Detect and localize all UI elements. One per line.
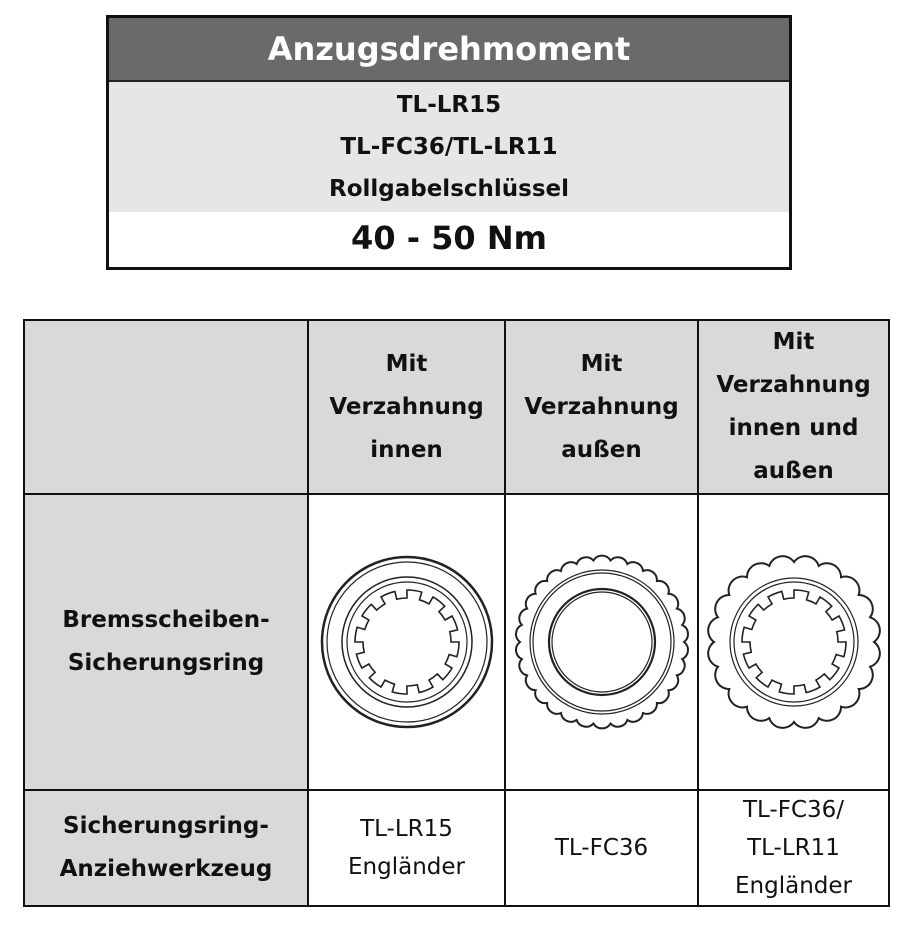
corner-cell bbox=[24, 320, 308, 494]
col-header-line: innen bbox=[370, 436, 443, 463]
torque-tool-list bbox=[109, 82, 789, 212]
col-header-both bbox=[698, 320, 889, 494]
col-header-line: Mit bbox=[580, 350, 623, 377]
row-label-line: Anziehwerkzeug bbox=[59, 856, 273, 882]
tool-cell-internal bbox=[308, 790, 505, 906]
torque-value: 40 - 50 Nm bbox=[351, 219, 547, 257]
col-header-line: Verzahnung bbox=[329, 393, 484, 420]
tool-cell-external bbox=[505, 790, 698, 906]
col-header-line: außen bbox=[561, 436, 642, 463]
ring-cell-internal bbox=[308, 494, 505, 790]
header-row bbox=[24, 320, 889, 494]
tool-line: Engländer bbox=[735, 873, 852, 899]
lockring-internal-external-serration-icon bbox=[706, 554, 882, 730]
row-label-tool bbox=[24, 790, 308, 906]
torque-tool-1: TL-LR15 bbox=[396, 92, 502, 118]
row-label-line: Bremsscheiben- bbox=[62, 607, 270, 633]
row-label-lockring bbox=[24, 494, 308, 790]
torque-title: Anzugsdrehmoment bbox=[109, 18, 789, 82]
torque-tool-3: Rollgabelschlüssel bbox=[328, 176, 570, 202]
col-header-line: Mit bbox=[385, 350, 428, 377]
tool-line: Engländer bbox=[348, 854, 465, 880]
lockring-internal-serration-icon bbox=[319, 554, 495, 730]
tool-row bbox=[24, 790, 889, 906]
col-header-line: Verzahnung bbox=[524, 393, 679, 420]
tool-cell-both bbox=[698, 790, 889, 906]
col-header-internal bbox=[308, 320, 505, 494]
ring-cell-external bbox=[505, 494, 698, 790]
lockring-external-serration-icon bbox=[514, 554, 690, 730]
tool-line: TL-LR11 bbox=[747, 835, 840, 861]
col-header-line: Verzahnung bbox=[716, 372, 871, 398]
lockring-row bbox=[24, 494, 889, 790]
tool-line: TL-FC36/ bbox=[742, 797, 845, 823]
col-header-line: Mit bbox=[772, 329, 815, 355]
lockring-table bbox=[23, 319, 890, 907]
col-header-line: innen und bbox=[728, 415, 859, 441]
torque-tool-2: TL-FC36/TL-LR11 bbox=[340, 134, 558, 160]
col-header-line: außen bbox=[753, 458, 834, 484]
row-label-line: Sicherungsring- bbox=[63, 813, 269, 839]
row-label-line: Sicherungsring bbox=[67, 650, 265, 676]
tool-line: TL-LR15 bbox=[360, 816, 453, 842]
ring-cell-both bbox=[698, 494, 889, 790]
tool-line: TL-FC36 bbox=[554, 835, 649, 861]
torque-box bbox=[106, 15, 792, 270]
col-header-external bbox=[505, 320, 698, 494]
